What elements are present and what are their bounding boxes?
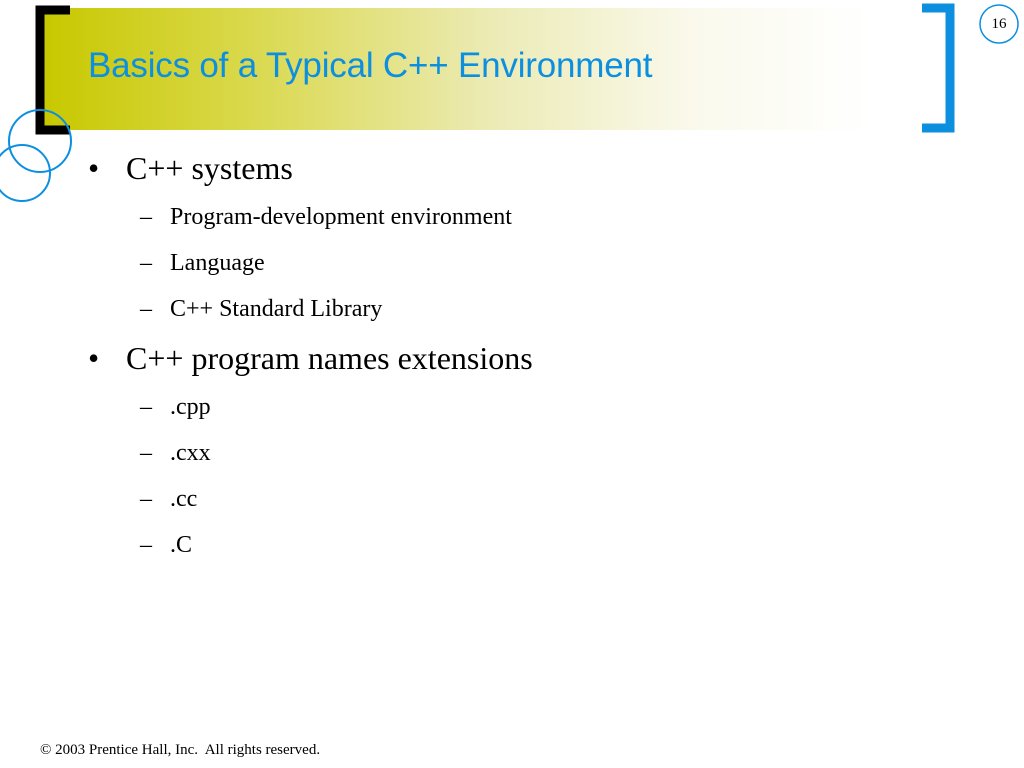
sub-item: – .cpp <box>88 384 948 430</box>
sub-item: – .cxx <box>88 430 948 476</box>
bullet-item: • C++ systems <box>88 146 948 190</box>
page-number: 16 <box>991 16 1007 32</box>
bullet-item: • C++ program names extensions <box>88 336 948 380</box>
right-bracket-icon <box>922 8 950 128</box>
copyright-footer: © 2003 Prentice Hall, Inc. All rights reserved. <box>40 742 321 758</box>
sub-list <box>88 384 948 568</box>
sub-item: – Language <box>88 240 948 286</box>
left-bracket-icon <box>40 10 70 130</box>
sub-item: – C++ Standard Library <box>88 286 948 332</box>
sub-item: – .cc <box>88 476 948 522</box>
sub-item: – .C <box>88 522 948 568</box>
bullet-group <box>88 336 948 568</box>
sub-item: – Program-development environment <box>88 194 948 240</box>
bullet-group <box>88 146 948 332</box>
slide-title: Basics of a Typical C++ Environment <box>88 46 653 85</box>
slide-content <box>88 146 948 568</box>
sub-list <box>88 194 948 332</box>
